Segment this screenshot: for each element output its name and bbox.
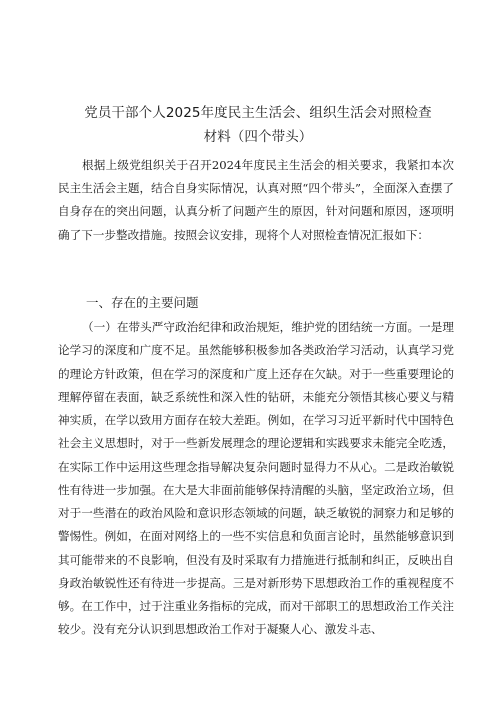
body-paragraph: （一）在带头严守政治纪律和政治规矩，维护党的团结统一方面。一是理论学习的深度和广度不足。虽然能够积极参加各类政治学习活动，认真学习党的理论方针政策，但在学习的深度和广度上还存在欠缺。对于一些重要理论的理解停留在表面，缺乏系统性和深入性的钻研，未能充分领悟其核心要义与精神实质，在学以致用方面存在较大差距。例如，在学习习近平新时代中国特色社会主义思想时，对于一些新发展理念的理论逻辑和实践要求未能完全吃透，在实际工作中运用这些理念指导解决复杂问题时显得力不从心。二是政治敏锐性有待进一步加强。在大是大非面前能够保持清醒的头脑，坚定政治立场，但对于一些潜在的政治风险和意识形态领域的问题，缺乏敏锐的洞察力和足够的警惕性。例如，在面对网络上的一些不实信息和负面言论时，虽然能够意识到其可能带来的不良影响，但没有及时采取有力措施进行抵制和纠正，反映出自身政治敏锐性还有待进一步提高。三是对新形势下思想政治工作的重视程度不够。在工作中，过于注重业务指标的完成，而对干部职工的思想政治工作关注较少。没有充分认识到思想政治工作对于凝聚人心、激发斗志、	[58, 320, 454, 637]
section-heading: 一、存在的主要问题	[86, 295, 199, 310]
document-title: 党员干部个人2025年度民主生活会、组织生活会对照检查材料（四个带头）	[84, 105, 432, 145]
intro-paragraph: 根据上级党组织关于召开2024年度民主生活会的相关要求，我紧扣本次民主生活会主题，结合自身实际情况，认真对照“四个带头”，全面深入查摆了自身存在的突出问题，认真分析了问题产生的原因，针对问题和原因，逐项明确了下一步整改措施。按照会议安排，现将个人对照检查情况汇报如下：	[58, 158, 454, 242]
